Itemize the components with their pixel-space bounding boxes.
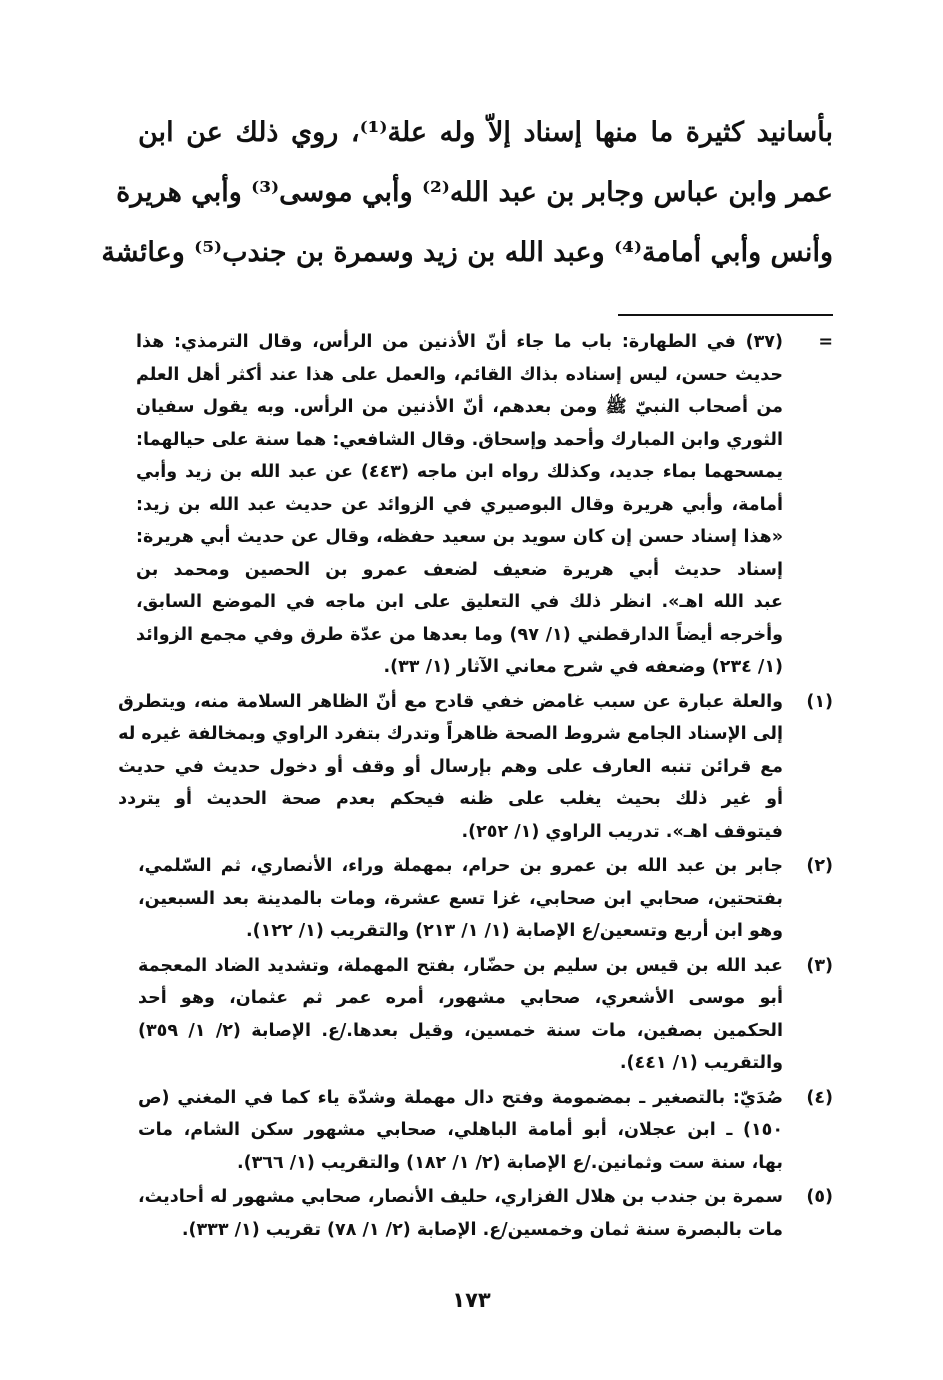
- footnotes-section: [118, 326, 833, 1248]
- footnote-line: والعلة عبارة عن سبب غامض خفي قادح مع أنّ الظاهر السلامة منه، ويتطرق: [118, 691, 783, 712]
- footnote-mark: (١): [806, 691, 833, 712]
- footnote-line: ١٥٠) ـ ابن عجلان، أبو أمامة الباهلي، صحابي مشهور سكن الشام، مات: [138, 1120, 783, 1140]
- footnote-body: [138, 950, 783, 1080]
- footnote-line: والتقريب (١/ ٤٤١).: [619, 1053, 783, 1073]
- footnote-line: مع قرائن تنبه العارف على وهم بإرسال أو وقف أو دخول حديث في حديث: [118, 756, 783, 777]
- footnote-line: صُدَيّ: بالتصغير ـ بمضمومة وفتح دال مهملة وشدّة ياء كما في المغني (ص: [138, 1087, 783, 1108]
- footnote-line: سمرة بن جندب بن هلال الفزاري، حليف الأنصار، صحابي مشهور له أحاديث،: [138, 1187, 783, 1207]
- footnote-line: (٣٧) في الطهارة: باب ما جاء أنّ الأذنين من الرأس، وقال الترمذي: هذا: [136, 332, 783, 352]
- main-text-line: عمر وابن عباس وجابر بن عبد الله⁽²⁾ وأبي موسى⁽³⁾ وأبي هريرة: [116, 177, 833, 208]
- footnote-continued: [138, 326, 833, 684]
- footnote-mark: =: [818, 332, 833, 352]
- footnote-line: مات بالبصرة سنة ثمان وخمسين/ع. الإصابة (٢/ ١/ ٧٨) تقريب (١/ ٣٣٣).: [181, 1219, 783, 1240]
- main-text-line: وأنس وأبي أمامة⁽⁴⁾ وعبد الله بن زيد وسمرة بن جندب⁽⁵⁾ وعائشة: [101, 237, 833, 268]
- footnote-mark: (٥): [806, 1187, 833, 1207]
- footnote-line: عبد الله بن قيس بن سليم بن حضّار، بفتح المهملة، وتشديد الضاد المعجمة: [138, 955, 783, 976]
- footnote-line: من أصحاب النبيّ ﷺ ومن بعدهم، أنّ الأذنين من الرأس. وبه يقول سفيان: [136, 397, 783, 417]
- footnote-line: بفتحتين، صحابي ابن صحابي، غزا تسع عشرة، ومات بالمدينة بعد السبعين،: [138, 888, 783, 909]
- footnote-line: بها، سنة ست وثمانين./ع الإصابة (٢/ ١/ ١٨٢) والتقريب (١/ ٣٦٦).: [236, 1152, 783, 1173]
- footnote-2: [138, 850, 833, 948]
- main-text-line: بأسانيد كثيرة ما منها إسناد إلاّ وله علة⁽¹⁾، روي ذلك عن ابن: [138, 117, 833, 148]
- footnote-line: الثوري وابن المبارك وأحمد وإسحاق. وقال الشافعي: هما سنة على حيالهما:: [136, 429, 783, 450]
- footnote-line: أبو موسى الأشعري، صحابي مشهور، أمره عمر ثم عثمان، وهو أحد: [138, 988, 783, 1008]
- footnote-line: يمسحهما بماء جديد، وكذلك رواه ابن ماجه (٤٤٣) عن عبد الله بن زيد وأبي: [136, 462, 783, 482]
- footnote-body: [138, 1181, 783, 1246]
- footnote-3: [138, 950, 833, 1080]
- footnote-line: جابر بن عبد الله بن عمرو بن حرام، بمهملة وراء، الأنصاري، ثم السّلمي،: [138, 856, 783, 876]
- footnote-mark: (٤): [806, 1087, 833, 1108]
- footnote-body: [118, 686, 783, 849]
- footnote-mark: (٣): [806, 955, 833, 976]
- main-body-text: [101, 103, 833, 283]
- footnote-line: فيتوقف اهـ». تدريب الراوي (١/ ٢٥٢).: [461, 821, 783, 842]
- footnote-line: أو غير ذلك بحيث يغلب على ظنه فيحكم بعدم صحة الحديث أو يتردد: [118, 789, 783, 809]
- footnote-line: إسناد حديث أبي هريرة ضعيف لضعف عمرو بن الحصين ومحمد بن: [136, 559, 783, 580]
- footnote-5: [138, 1181, 833, 1246]
- footnote-line: وهو ابن أربع وتسعين/ع الإصابة (١/ ١/ ٢١٣) والتقريب (١/ ١٢٢).: [245, 921, 783, 941]
- footnote-line: إلى الإسناد الجامع شروط الصحة ظاهراً وتدرك بتفرد الراوي وبمخالفة غيره له: [118, 724, 783, 744]
- footnote-line: أمامة، وأبي هريرة وقال البوصيري في الزوائد عن حديث عبد الله بن زيد:: [136, 494, 783, 515]
- footnote-4: [138, 1082, 833, 1180]
- footnote-line: عبد الله اهـ». انظر ذلك في التعليق على ابن ماجه في الموضع السابق،: [136, 592, 783, 612]
- footnote-body: [138, 850, 783, 948]
- footnote-line: «هذا إسناد حسن إن كان سويد بن سعيد حفظه، وقال عن حديث أبي هريرة:: [136, 527, 783, 547]
- footnote-divider: [618, 314, 833, 316]
- footnote-body: [136, 326, 783, 684]
- footnote-line: حديث حسن، ليس إسناده بذاك القائم، والعمل على هذا عند أكثر أهل العلم: [136, 364, 783, 385]
- footnote-line: (١/ ٢٣٤) وضعفه في شرح معاني الآثار (١/ ٣٣).: [383, 657, 783, 677]
- footnote-body: [138, 1082, 783, 1180]
- footnote-line: الحكمين بصفين، مات سنة خمسين، وقيل بعدها./ع. الإصابة (٢/ ١/ ٣٥٩): [138, 1020, 783, 1041]
- footnote-mark: (٢): [806, 856, 833, 876]
- page-number: ١٧٣: [452, 1288, 491, 1312]
- footnote-line: وأخرجه أيضاً الدارقطني (١/ ٩٧) وما بعدها من عدّة طرق وفي مجمع الزوائد: [136, 624, 783, 645]
- footnote-1: [118, 686, 833, 849]
